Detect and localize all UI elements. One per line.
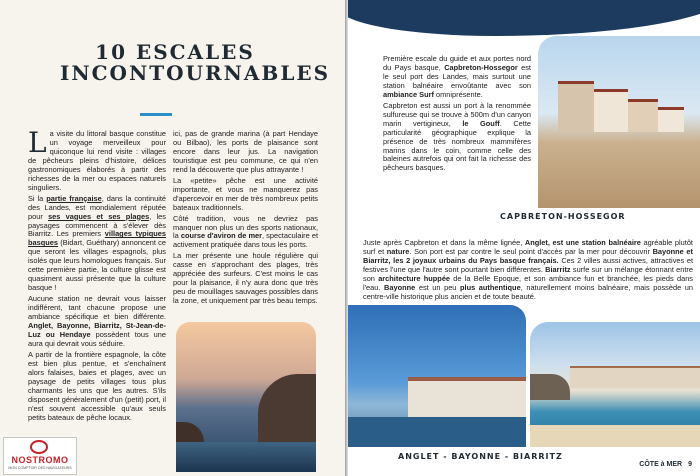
text-run: , naturellement moins balnéaire, mais possède un centre-ville historique plus ancien et de toute beauté.	[363, 282, 693, 301]
paragraph-tradition	[173, 215, 318, 251]
cliffs-sunset-photo	[176, 322, 316, 472]
right-column-1	[383, 55, 531, 175]
page-title	[60, 40, 331, 85]
paragraph-stations	[28, 295, 166, 349]
left-page	[0, 0, 345, 476]
nostromo-logo[interactable]	[3, 437, 77, 475]
paragraph-peche: La «petite» pêche est une activité importante, et vous ne manquerez pas d'apercevoir en mer de très nombreux petits bateaux traditionnels.	[173, 175, 318, 212]
intro-text: a visite du littoral basque constitue un voyage merveilleux pour quiconque lui rend visite : villages de pêcheurs pleins d'histoire, délices gastronomiques élaborés à partir des richesses de la mer ou espaces naturels singuliers.	[28, 129, 166, 192]
text-run: Aucune station ne devrait vous laisser indifférent, tant chacune propose une ambiance spécifique et bien différente.	[28, 294, 166, 322]
page-number: 9	[688, 461, 692, 468]
text-run-bold: partie française	[46, 193, 102, 203]
text-run: , dans la continuité des Landes, est mondialement réputée pour	[28, 193, 167, 221]
text-run: est un peu	[415, 282, 461, 292]
text-run-bold: Bayonne et Biarritz, les 2 joyaux urbains du Pays basque français.	[363, 246, 694, 265]
text-run: surfe sur un mélange étonnant entre son	[363, 264, 693, 283]
text-run: possèdent tous une aura qui devrait vous séduire.	[28, 329, 166, 348]
capbreton-beach-photo	[538, 36, 700, 208]
text-run-bold: Biarritz	[545, 264, 571, 274]
building-shape	[594, 89, 628, 132]
text-run-bold: course d'aviron de mer	[180, 231, 263, 241]
building-shape	[658, 107, 684, 132]
left-column-1	[28, 126, 167, 425]
text-run: Si la	[28, 193, 47, 203]
title-line-1: 10 ESCALES	[95, 40, 255, 64]
text-run: omniprésente.	[433, 89, 483, 99]
paragraph-capbreton	[383, 55, 531, 100]
text-run: Capbreton est aussi un port à la renommée sulfureuse qui se trouve à 500m d'un canyon marin vertigineux,	[383, 100, 531, 128]
text-run-bold: Anglet, Bayonne, Biarritz, St-Jean-de-Luz ou Hendaye	[28, 321, 166, 339]
caption-anglet-bayonne-biarritz: ANGLET - BAYONNE - BIARRITZ	[398, 452, 563, 461]
text-run-bold: nature	[386, 246, 410, 256]
title-underline	[140, 113, 172, 116]
drop-cap: L	[28, 126, 47, 159]
town-shape	[408, 381, 526, 419]
text-run: (Bidart, Guéthary) annoncent ce que seront les villages espagnols, plus isolés que leurs homologues français. Sur cette première partie, la culture glisse est quasiment aussi présente que la culture basque !	[28, 238, 166, 293]
text-run: Ces 2 villes aussi actives, attractives et festives l'une que l'autre sont pourtant bien différentes.	[363, 255, 693, 274]
water-shape	[348, 417, 526, 447]
paragraph-frontiere: A partir de la frontière espagnole, la côte est bien plus pentue, et s'enchaînent alors falaises, baies et plages, avec un paysage de petits villages tous plus charmants les uns que les autres. S'ils disposent généralement d'un (petit) port, il n'est souvent accessible qu'aux seuls petits bateaux de pêche locaux.	[28, 349, 166, 422]
text-run-bold: ambiance Surf	[383, 89, 434, 99]
intro-paragraph	[28, 126, 166, 193]
biarritz-beach-photo	[530, 322, 700, 447]
text-run: Première escale du guide et aux portes nord du Pays basque,	[383, 54, 531, 72]
town-shape	[570, 366, 700, 388]
page-folio	[633, 461, 692, 468]
text-run: . Cette particularité géographique explique la présence de très nombreux mammifères marins dans le coin, comme celle des baleines autrefois qui ont fait la richesse des pêcheurs basques.	[383, 118, 531, 173]
title-line-2: INCONTOURNABLES	[60, 61, 331, 85]
text-run: agréable plutôt surf et	[363, 238, 693, 256]
text-run: de la Belle Epoque, et son ambiance fun et branchée, les pieds dans l'eau.	[363, 273, 693, 292]
left-column-2	[173, 130, 318, 308]
compass-icon	[30, 440, 48, 454]
folio-title: CÔTE à MER	[639, 461, 683, 468]
paragraph-marina: ici, pas de grande marina (à part Hendaye ou Bilbao), les ports de plaisance sont encore dans leur jus. La navigation touristique est peu commune, ce qui n'en rend la découverte que plus attrayante !	[173, 129, 318, 174]
cliff-shape	[258, 374, 316, 444]
paragraph-houle: La mer présente une houle régulière qui casse en s'approchant des plages, très appréciée des surfeurs. C'est moins le cas pour la plaisance, il n'y aura donc que très peu de mouillages sauvages possibles dans la zone, et uniquement par très beau temps.	[173, 251, 318, 306]
logo-tagline: MON COMPTOIR DES NAVIGATEURS	[8, 466, 72, 470]
decorative-wave	[348, 0, 700, 36]
right-body-anglet	[363, 239, 693, 304]
text-run: est le seul port des Landes, mais surtout une station balnéaire envoûtante avec son	[383, 62, 531, 90]
text-run-bold: Anglet, est une station balnéaire	[524, 238, 641, 247]
text-run-bold: plus authentique	[460, 282, 521, 292]
paragraph-anglet	[363, 239, 693, 302]
paragraph-gouff	[383, 102, 531, 174]
building-shape	[628, 99, 658, 132]
text-run: , spectaculaire et activement pratiquée dans tous les ports.	[173, 231, 318, 250]
beach-shape	[530, 425, 700, 447]
paragraph-partie-francaise	[28, 195, 166, 293]
text-run: . Son port est par contre le seul point d'accès par la mer pour découvrir	[409, 246, 653, 256]
text-run: Juste après Capbreton et dans la même lignée,	[363, 238, 525, 247]
text-run-bold: architecture huppée	[378, 273, 451, 283]
text-run-bold: villages typiques basques	[28, 229, 166, 248]
text-run: , les paysages commencent à s'élever dès Biarritz. Les premiers	[28, 211, 166, 239]
rock-shape	[530, 374, 570, 400]
caption-capbreton: CAPBRETON-HOSSEGOR	[500, 212, 626, 221]
text-run-bold: ses vagues et ses plages	[48, 211, 150, 221]
text-run-bold: Capbreton-Hossegor	[444, 62, 518, 72]
biarritz-waterfront-photo	[348, 305, 526, 447]
right-page	[348, 0, 700, 476]
sea-shape	[176, 442, 316, 472]
text-run: Côté tradition, vous ne devriez pas manquer non plus un des sports nationaux, la	[173, 213, 318, 241]
rock-shape	[176, 422, 204, 444]
text-run-bold: le Gouff	[462, 118, 500, 128]
logo-name: NOSTROMO	[11, 455, 69, 465]
building-shape	[558, 81, 594, 132]
text-run-bold: Bayonne	[384, 282, 416, 292]
